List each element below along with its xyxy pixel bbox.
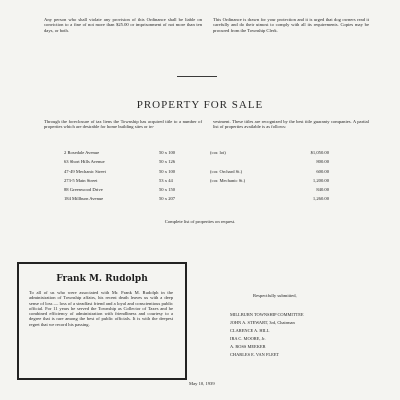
property-size: 50 x 207	[159, 196, 176, 202]
property-row	[64, 150, 364, 159]
property-row	[64, 159, 364, 168]
property-list	[64, 150, 364, 206]
committee-title: MILLBURN TOWNSHIP COMMITTEE	[230, 312, 304, 317]
property-row	[64, 169, 364, 178]
property-for-sale-heading: PROPERTY FOR SALE	[136, 99, 264, 111]
sale-intro-right: vestment. These titles are recognized by the best title guaranty companies. A partial list of properties available is as follows:	[213, 119, 369, 130]
property-size: 50 x 126	[159, 159, 176, 165]
property-address: 273-5 Main Street	[64, 177, 98, 183]
property-price: 1,260.00	[312, 196, 329, 202]
committee-member: IRA C. MOORE, Jr.	[230, 336, 266, 342]
committee-member: JOHN A. STEWART, 3rd, Chairman	[230, 320, 295, 326]
property-address: 63 Short Hills Avenue	[64, 159, 105, 165]
property-price: $1,050.00	[310, 150, 329, 155]
property-note: (cor. Orchard St.)	[210, 168, 243, 174]
committee-member: A. ROSS MEEKER	[230, 344, 266, 350]
property-price: 600.00	[316, 168, 329, 174]
document-date: May 10, 1939	[189, 381, 215, 386]
respectfully-submitted: Respectfully submitted,	[253, 293, 297, 298]
property-price: 1,200.00	[312, 177, 329, 183]
property-size: 50 x 100	[159, 168, 176, 174]
committee-member: CHARLES E. VAN FLEET	[230, 352, 280, 358]
committee-member: CLARENCE A. HILL	[230, 328, 270, 334]
memorial-text: To all of us who were associated with Mr. Frank M. Rudolph in the administration of Township affairs, his recent death leaves us with a deep sense of loss — loss of a steadfast friend and a loyal and conscientious public official. For 11 years he served the Township as Collector of Taxes and he combined efficiency of administration with friendliness and courtesy to a degree that is rare among the best of public officials. It is with the deepest regret that we record his passing.	[29, 290, 173, 327]
property-size: 53 x 44	[159, 177, 173, 183]
property-row	[64, 196, 364, 205]
property-size: 50 x 100	[159, 150, 176, 155]
property-row	[64, 187, 364, 196]
property-price: 800.00	[316, 159, 329, 165]
property-address: 47-49 Mechanic Street	[64, 168, 106, 174]
property-address: 88 Greenwood Drive	[64, 187, 103, 193]
property-size: 50 x 150	[159, 187, 176, 193]
ordinance-penalty-text: Any person who shall violate any provision of this Ordinance shall be liable on conviction to a fine of not more than $25.00 or imprisonment of not more than ten days, or both.	[44, 17, 202, 33]
complete-list-note: Complete list of properties on request.	[164, 219, 236, 224]
property-address: 2 Rosedale Avenue	[64, 150, 100, 155]
property-note: (cor. Mechanic St.)	[210, 177, 246, 183]
memorial-name: Frank M. Rudolph	[56, 274, 148, 284]
sale-intro-left: Through the foreclosure of tax liens the Township has acquired title to a number of properties which are desirable for home building sites or in-	[44, 119, 202, 130]
property-price: 840.00	[316, 187, 329, 193]
property-note: (cor. lot)	[210, 150, 226, 155]
memorial-box	[17, 262, 187, 380]
section-divider	[177, 76, 217, 77]
property-address: 184 Millburn Avenue	[64, 196, 104, 202]
property-row	[64, 178, 364, 187]
committee-list	[230, 311, 380, 360]
ordinance-notice-text: This Ordinance is drawn for your protection and it is urged that dog owners read it carefully and do their utmost to comply with all its requirements. Copies may be procured from the Township Clerk.	[213, 17, 369, 33]
